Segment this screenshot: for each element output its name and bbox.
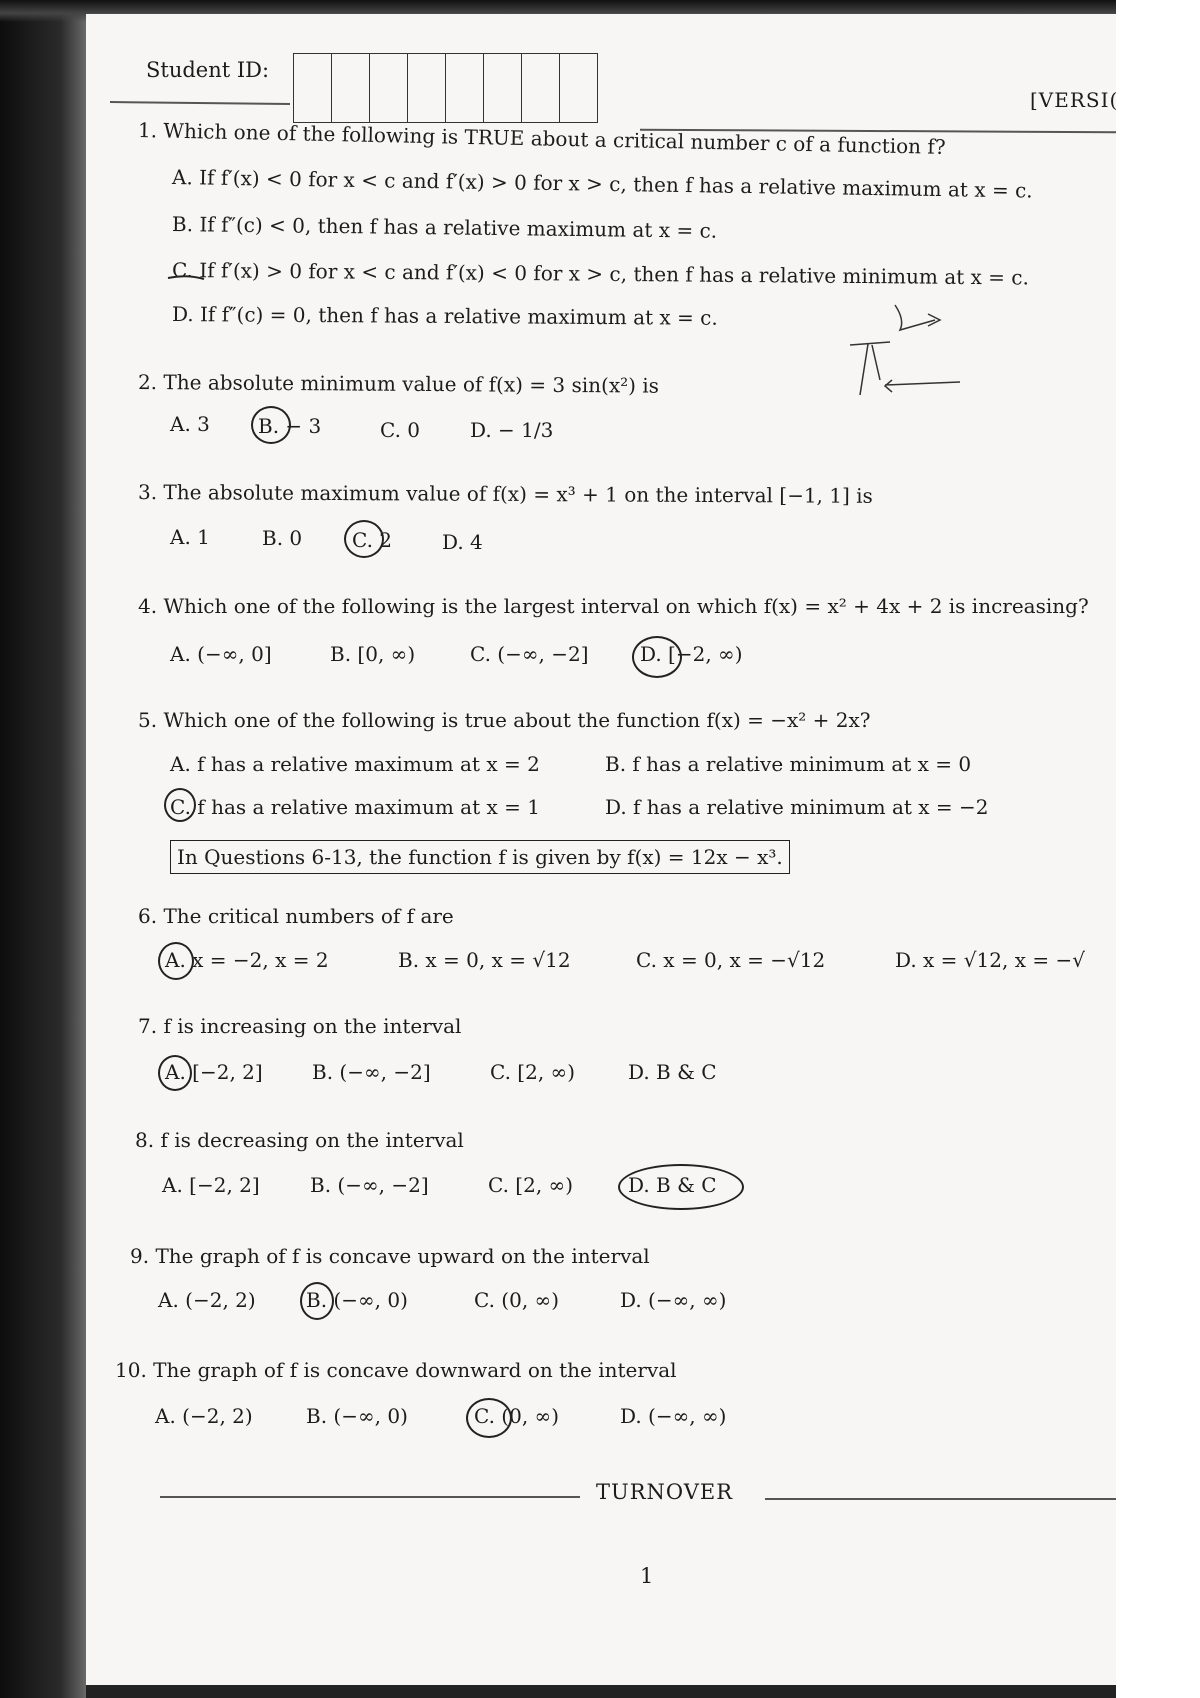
question-8	[135, 1128, 464, 1152]
question-1-option-d[interactable]: D. If f″(c) = 0, then f has a relative maximum at x = c.	[171, 302, 718, 330]
footer-rule-left	[160, 1496, 580, 1498]
question-10-option-b[interactable]: B. (−∞, 0)	[306, 1404, 408, 1428]
question-5-option-a[interactable]: A. f has a relative maximum at x = 2	[170, 752, 540, 776]
student-id-cell[interactable]	[294, 54, 332, 122]
student-id-cell[interactable]	[332, 54, 370, 122]
student-id-label: Student ID:	[146, 58, 270, 82]
question-3-option-a[interactable]: A. 1	[170, 525, 210, 549]
student-id-cell[interactable]	[446, 54, 484, 122]
question-5	[138, 708, 871, 732]
question-4	[138, 594, 1089, 618]
question-text: f is decreasing on the interval	[160, 1128, 464, 1152]
question-7-option-d[interactable]: D. B & C	[628, 1060, 717, 1084]
question-3-option-d[interactable]: D. 4	[442, 530, 483, 554]
question-2	[138, 370, 659, 398]
footer-rule-right	[765, 1498, 1116, 1500]
question-6-option-d[interactable]: D. x = √12, x = −√	[895, 948, 1085, 972]
student-id-cell[interactable]	[370, 54, 408, 122]
question-3	[138, 480, 873, 508]
question-9-option-b[interactable]: B. (−∞, 0)	[306, 1288, 408, 1312]
question-6-option-a[interactable]: A. x = −2, x = 2	[165, 948, 329, 972]
answer-circle	[164, 788, 196, 822]
turnover-label: TURNOVER	[596, 1480, 734, 1504]
photo-background-bottom	[86, 1685, 1116, 1698]
student-id-boxes[interactable]	[293, 53, 598, 123]
question-10-option-c[interactable]: C. (0, ∞)	[474, 1404, 560, 1428]
instruction-box: In Questions 6-13, the function f is given by f(x) = 12x − x³.	[170, 840, 790, 874]
answer-underline-mark	[166, 272, 206, 282]
question-3-option-c[interactable]: C. 2	[352, 528, 393, 552]
question-8-option-d[interactable]: D. B & C	[628, 1173, 717, 1197]
question-2-option-d[interactable]: D. − 1/3	[470, 418, 554, 442]
question-10-option-a[interactable]: A. (−2, 2)	[155, 1404, 253, 1428]
answer-circle	[466, 1398, 512, 1438]
photo-background-left	[0, 0, 86, 1698]
question-5-option-b[interactable]: B. f has a relative minimum at x = 0	[605, 752, 972, 776]
answer-circle	[300, 1282, 334, 1320]
question-4-option-b[interactable]: B. [0, ∞)	[330, 642, 416, 666]
page-number: 1	[640, 1564, 654, 1588]
handwritten-arrows-scribble	[830, 300, 990, 410]
question-1-option-c[interactable]: C. If f′(x) > 0 for x < c and f′(x) < 0 for x > c, then f has a relative minimum at x = c.	[171, 258, 1030, 290]
answer-circle	[344, 520, 384, 558]
question-text: The absolute maximum value of f(x) = x³ + 1 on the interval [−1, 1] is	[163, 480, 873, 508]
question-number: 10.	[115, 1358, 147, 1382]
question-2-option-c[interactable]: C. 0	[380, 418, 421, 442]
question-number: 1.	[137, 118, 158, 143]
question-9	[130, 1244, 650, 1268]
question-10	[115, 1358, 677, 1382]
question-text: f is increasing on the interval	[163, 1014, 462, 1038]
question-4-option-c[interactable]: C. (−∞, −2]	[470, 642, 589, 666]
question-text: The absolute minimum value of f(x) = 3 sin(x²) is	[163, 370, 660, 398]
question-8-option-c[interactable]: C. [2, ∞)	[488, 1173, 574, 1197]
question-2-option-a[interactable]: A. 3	[170, 412, 210, 436]
question-5-option-c[interactable]: C. f has a relative maximum at x = 1	[170, 795, 540, 819]
version-label: [VERSI(	[1030, 88, 1119, 112]
question-number: 6.	[138, 904, 158, 928]
page-margin-right	[1116, 0, 1200, 1698]
question-4-option-d[interactable]: D. [−2, ∞)	[640, 642, 743, 666]
question-number: 3.	[137, 480, 158, 505]
question-6-option-b[interactable]: B. x = 0, x = √12	[398, 948, 571, 972]
question-8-option-b[interactable]: B. (−∞, −2]	[310, 1173, 429, 1197]
question-9-option-d[interactable]: D. (−∞, ∞)	[620, 1288, 727, 1312]
question-number: 5.	[138, 708, 158, 732]
question-7-option-b[interactable]: B. (−∞, −2]	[312, 1060, 431, 1084]
answer-circle	[158, 1055, 192, 1091]
question-7-option-a[interactable]: A. [−2, 2]	[165, 1060, 263, 1084]
question-10-option-d[interactable]: D. (−∞, ∞)	[620, 1404, 727, 1428]
question-number: 4.	[138, 594, 158, 618]
question-7	[138, 1014, 461, 1038]
question-9-option-a[interactable]: A. (−2, 2)	[158, 1288, 256, 1312]
student-id-cell[interactable]	[408, 54, 446, 122]
question-6	[138, 904, 454, 928]
question-5-option-d[interactable]: D. f has a relative minimum at x = −2	[605, 795, 989, 819]
question-text: The critical numbers of f are	[163, 904, 454, 928]
question-text: The graph of f is concave upward on the interval	[155, 1244, 650, 1268]
question-9-option-c[interactable]: C. (0, ∞)	[474, 1288, 560, 1312]
answer-circle	[158, 942, 194, 980]
question-4-option-a[interactable]: A. (−∞, 0]	[170, 642, 272, 666]
student-id-cell[interactable]	[522, 54, 560, 122]
student-id-cell[interactable]	[560, 54, 597, 122]
question-6-option-c[interactable]: C. x = 0, x = −√12	[636, 948, 826, 972]
question-1-option-a[interactable]: A. If f′(x) < 0 for x < c and f′(x) > 0 for x > c, then f has a relative maximum at x = c.	[171, 165, 1033, 203]
answer-circle	[618, 1164, 744, 1210]
answer-circle	[632, 636, 682, 678]
question-text: Which one of the following is TRUE about a critical number c of a function f?	[163, 118, 946, 159]
question-number: 9.	[130, 1244, 150, 1268]
question-1-option-b[interactable]: B. If f″(c) < 0, then f has a relative maximum at x = c.	[171, 212, 718, 243]
question-3-option-b[interactable]: B. 0	[262, 526, 303, 550]
question-text: Which one of the following is the largest interval on which f(x) = x² + 4x + 2 is increasing?	[163, 594, 1089, 618]
question-text: The graph of f is concave downward on the interval	[153, 1358, 677, 1382]
question-number: 2.	[137, 370, 158, 395]
student-id-cell[interactable]	[484, 54, 522, 122]
question-text: Which one of the following is true about the function f(x) = −x² + 2x?	[163, 708, 871, 732]
answer-circle	[251, 406, 291, 444]
question-2-option-b[interactable]: B. − 3	[258, 414, 322, 438]
question-number: 7.	[138, 1014, 158, 1038]
question-number: 8.	[135, 1128, 155, 1152]
question-7-option-c[interactable]: C. [2, ∞)	[490, 1060, 576, 1084]
question-8-option-a[interactable]: A. [−2, 2]	[162, 1173, 260, 1197]
